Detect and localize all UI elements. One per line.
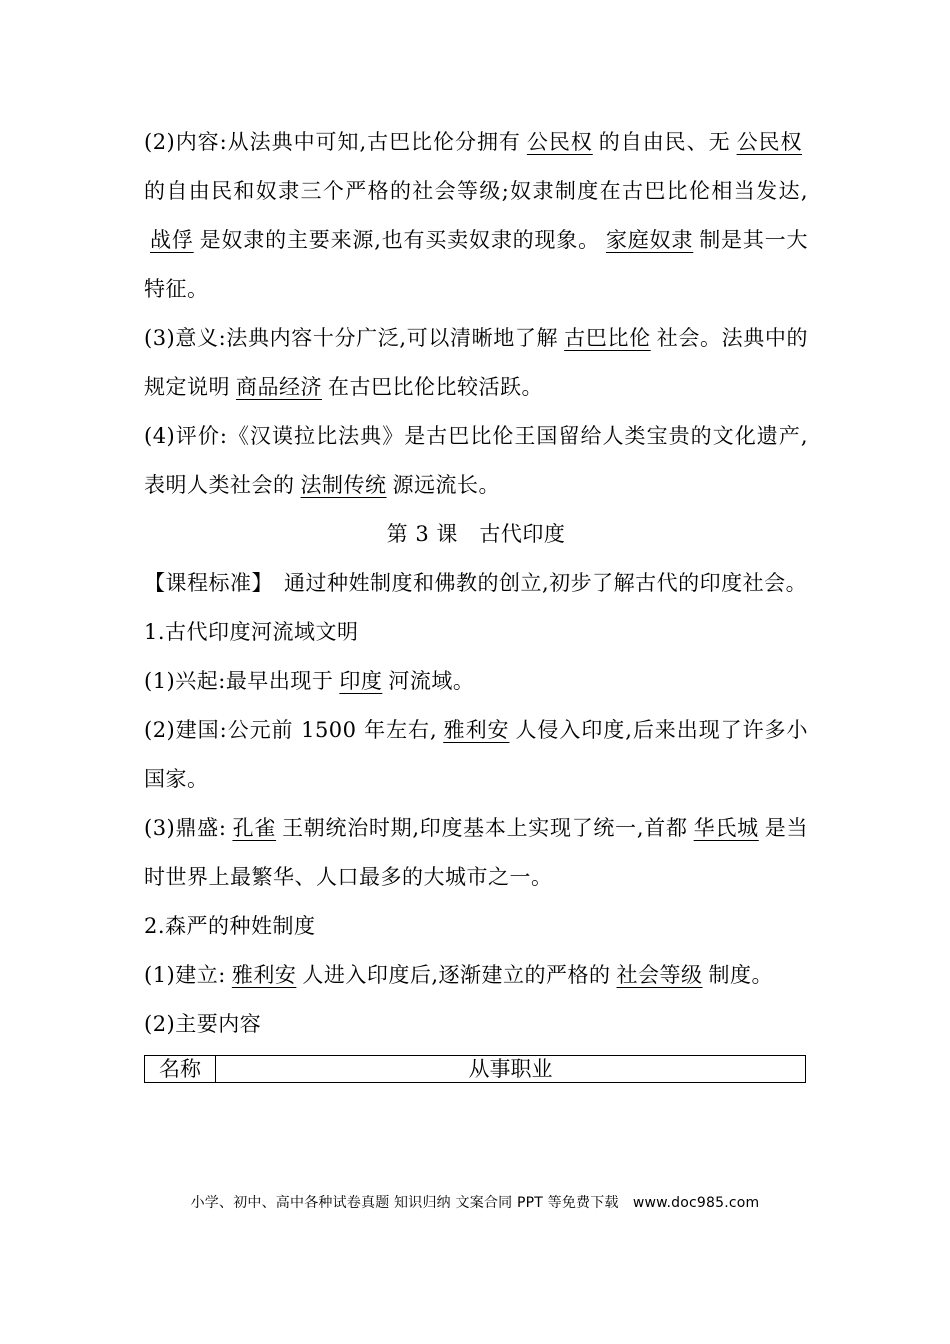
paragraph-rise: (1)兴起:最早出现于 印度 河流域。 <box>144 669 475 693</box>
course-standard: 【课程标准】 通过种姓制度和佛教的创立,初步了解古代的印度社会。 <box>144 571 808 595</box>
answer-blank: 法制传统 <box>300 473 387 497</box>
page-footer: 小学、初中、高中各种试卷真题 知识归纳 文案合同 PPT 等免费下载 www.doc985.com <box>190 1195 760 1211</box>
document-body <box>144 118 808 1083</box>
answer-blank: 古巴比伦 <box>564 326 651 350</box>
paragraph-peak: (3)鼎盛: 孔雀 王朝统治时期,印度基本上实现了统一,首都 华氏城 是当时世界上最繁华、人口最多的大城市之一。 <box>144 816 809 889</box>
section-title-1: 1.古代印度河流域文明 <box>144 620 359 644</box>
answer-blank: 公民权 <box>526 130 593 154</box>
caste-table <box>144 1055 806 1083</box>
answer-blank: 社会等级 <box>616 963 703 987</box>
paragraph-content: (2)内容:从法典中可知,古巴比伦分拥有 公民权 的自由民、无 公民权的自由民和奴隶三个严格的社会等级;奴隶制度在古巴比伦相当发达,战俘 是奴隶的主要来源,也有买卖奴隶的现象。 家庭奴隶 制是其一大特征。 <box>144 130 809 301</box>
answer-blank: 雅利安 <box>231 963 297 987</box>
lesson-title: 第 3 课 古代印度 <box>386 522 566 546</box>
answer-blank: 商品经济 <box>236 375 322 399</box>
paragraph-evaluation: (4)评价:《汉谟拉比法典》是古巴比伦王国留给人类宝贵的文化遗产,表明人类社会的 法制传统 源远流长。 <box>144 424 808 497</box>
answer-blank: 孔雀 <box>232 816 277 840</box>
table-header-name: 名称 <box>145 1056 216 1083</box>
answer-blank: 战俘 <box>150 228 194 252</box>
paragraph-significance: (3)意义:法典内容十分广泛,可以清晰地了解 古巴比伦 社会。法典中的规定说明 商品经济 在古巴比伦比较活跃。 <box>144 326 809 399</box>
table-header-occupation: 从事职业 <box>216 1056 806 1083</box>
table-header-row <box>145 1056 806 1083</box>
answer-blank: 家庭奴隶 <box>605 228 694 252</box>
answer-blank: 雅利安 <box>443 718 510 742</box>
answer-blank: 印度 <box>339 669 383 693</box>
answer-blank: 公民权 <box>736 130 803 154</box>
answer-blank: 华氏城 <box>693 816 759 840</box>
section-title-2: 2.森严的种姓制度 <box>144 914 316 938</box>
paragraph-establish: (1)建立: 雅利安 人进入印度后,逐渐建立的严格的 社会等级 制度。 <box>144 963 774 987</box>
main-content-label: (2)主要内容 <box>144 1012 262 1036</box>
paragraph-founding: (2)建国:公元前 1500 年左右, 雅利安 人侵入印度,后来出现了许多小国家。 <box>144 718 808 791</box>
